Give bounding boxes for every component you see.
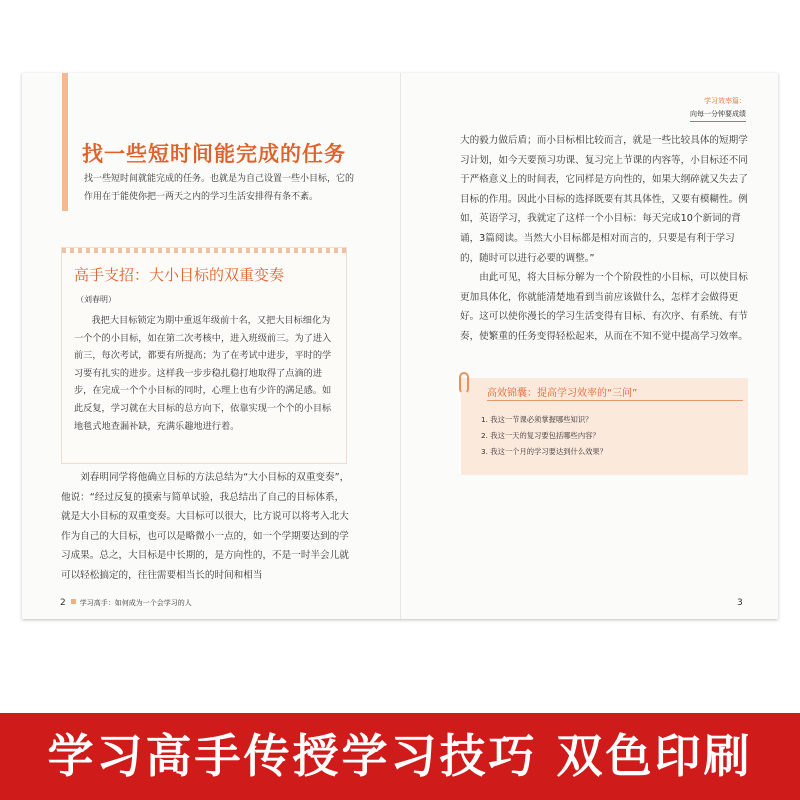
tips-box bbox=[461, 378, 748, 475]
tips-item: 2. 我这一天的复习要包括哪些内容？ bbox=[481, 431, 600, 440]
running-header-section: 学习效率篇： bbox=[704, 97, 746, 105]
left-footer-text: 学习高手：如何成为一个会学习的人 bbox=[79, 599, 192, 607]
section-intro: 找一些短时间就能完成的任务。也就是为自己设置一些小目标，它的作用在于能使你把一两天之内的学习生活安排得有条不紊。 bbox=[84, 174, 355, 202]
running-header-subtitle: 向每一分钟要成绩 bbox=[690, 109, 746, 122]
right-paragraph-1: 大的毅力做后盾；而小目标相比较而言，就是一些比较具体的短期学习计划，如今天要预习功课、复习完上节课的内容等，小目标还不同于严格意义上的时间表，它同样是方向性的，如果大纲碎就又失去了目标的作用。因此小目标的选择既要有其具体性，又要有模糊性。例如，英语学习，我就定了这样一个小目标：每天完成10个新词的背诵，3篇阅读。当然大小目标都是相对而言的，只要是有利于学习的，随时可以进行必要的调整。” bbox=[460, 135, 748, 264]
card-title: 高手支招：大小目标的双重变奏 bbox=[74, 266, 285, 284]
tip-card bbox=[61, 247, 347, 464]
card-decoration bbox=[62, 248, 346, 253]
promo-banner: 学习高手传授学习技巧 双色印刷 bbox=[0, 713, 800, 800]
right-body-text bbox=[460, 131, 750, 347]
section-title: 找一些短时间能完成的任务 bbox=[82, 142, 346, 166]
tips-divider bbox=[487, 400, 743, 401]
right-page-number: 3 bbox=[737, 598, 743, 608]
card-author: （刘春明） bbox=[76, 295, 116, 304]
tips-item: 1. 我这一节课必须掌握哪些知识？ bbox=[481, 415, 593, 424]
chapter-accent-bar bbox=[62, 73, 68, 211]
right-paragraph-2: 由此可见，将大目标分解为一个个阶段性的小目标，可以使目标更加具体化，你就能清楚地看到当前应该做什么，怎样才会做得更好。这可以使你漫长的学习生活变得有目标、有次序、有系统、有节奏，使繁重的任务变得轻松起来，从而在不知不觉中提高学习效率。 bbox=[460, 272, 748, 342]
tips-item: 3. 我这一个月的学习要达到什么效果？ bbox=[481, 447, 608, 456]
book-gutter bbox=[400, 73, 401, 619]
card-body: 我把大目标锁定为期中重返年级前十名，又把大目标细化为一个个的小目标，如在第二次考核中，进入班级前三。为了进入前三，每次考试，都要有所提高；为了在考试中进步，平时的学习要有扎实的进步。这样我一步步稳扎稳打地取得了点滴的进步，在完成一个个小目标的同时，心理上也有少许的满足感。如此反复，学习就在大目标的总方向下，依靠实现一个个的小目标地毯式地查漏补缺，充满乐趣地进行着。 bbox=[74, 315, 332, 432]
footer-dot-icon bbox=[71, 599, 76, 604]
tips-list bbox=[481, 412, 607, 460]
left-footer bbox=[60, 598, 192, 608]
left-body-text: 刘春明同学将他确立目标的方法总结为“大小目标的双重变奏”，他说：“经过反复的摸索与简单试验，我总结出了自己的目标体系，就是大小目标的双重变奏。大目标可以很大，比方说可以将考入北大作为自己的大目标，也可以是略微小一点的，如一个学期要达到的学习成果。总之，大目标是中长期的，是方向性的，不是一时半会儿就可以轻松搞定的，往往需要相当长的时间和相当 bbox=[61, 472, 350, 581]
tips-title: 高效锦囊：提高学习效率的“三问” bbox=[487, 388, 638, 399]
paperclip-icon bbox=[459, 372, 469, 394]
left-page-number: 2 bbox=[60, 598, 66, 608]
running-header bbox=[690, 96, 746, 122]
